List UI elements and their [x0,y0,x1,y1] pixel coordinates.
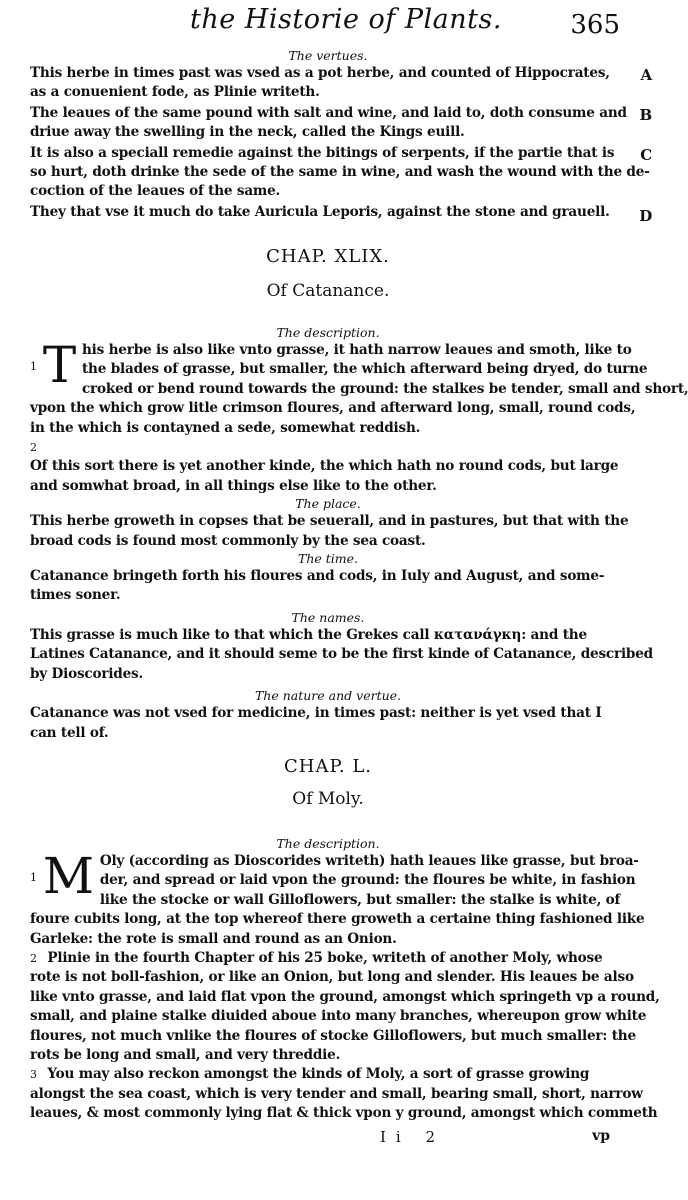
chapter-49-body [30,325,688,743]
chapter-subtitle: Of Catanance. [266,281,390,301]
section-heading-time: The time. [297,551,358,567]
paragraph-number: 1 [30,360,37,373]
text-line: like vnto grasse, and laid flat vpon the ground, amongst which springeth vp a round, [30,988,660,1005]
vertue-paragraph [30,203,652,225]
text-line: coction of the leaues of the same. [30,183,281,200]
page-header [180,4,660,44]
text-line: Catanance was not vsed for medicine, in times past: neither is yet vsed that I [30,705,602,722]
text-line: by Dioscorides. [30,665,144,682]
text-line: der, and spread or laid vpon the ground: the floures be white, in fashion [99,872,636,889]
description-paragraph-3 [30,1065,658,1123]
text-line: rote is not boll-fashion, or like an Onion, but long and slender. His leaues be also [30,969,634,986]
text-line: It is also a speciall remedie against the bitings of serpents, if the partie that is [30,144,615,161]
section-heading-description: The description. [276,836,380,851]
text-line: The leaues of the same pound with salt and wine, and laid to, doth consume and [30,104,627,121]
vertue-paragraph [30,104,652,143]
text-line: This herbe groweth in copses that be seuerall, and in pastures, but that with the [30,513,629,530]
text-line: vpon the which grow litle crimson floures, and afterward long, small, round cods, [30,400,636,417]
text-line: as a conuenient fode, as Plinie writeth. [30,84,320,101]
text-line: broad cods is found most commonly by the sea coast. [30,532,426,549]
signature-mark: Ii 2 [380,1128,446,1146]
section-heading-vertues: The vertues. [288,48,368,63]
paragraph-number: 1 [30,871,37,884]
chapter-50-body [30,836,660,1124]
drop-cap: M [42,847,94,905]
time-paragraph [30,567,626,606]
text-line: small, and plaine stalke diuided aboue into many branches, whereupon grow white [30,1008,647,1025]
text-line: Garleke: the rote is small and round as an Onion. [30,930,397,947]
text-line: This herbe in times past was vsed as a pot herbe, and counted of Hippocrates, [30,65,610,81]
text-line: times soner. [30,587,121,604]
text-line: Of this sort there is yet another kinde, the which hath no round cods, but large [30,458,619,475]
section-heading-names: The names. [291,609,365,625]
vertues-section [30,48,652,225]
section-heading-place: The place. [295,496,361,512]
text-line: foure cubits long, at the top whereof there groweth a certaine thing fashioned like [30,911,645,928]
description-paragraph-1 [30,336,688,438]
chapter-50 [30,756,626,809]
running-title: the Historie of Plants. [190,4,502,35]
margin-letter: C [640,145,652,164]
margin-letter: A [640,66,652,84]
text-line: like the stocke or wall Gilloflowers, but smaller: the stalke is white, of [99,891,621,908]
text-line: leaues, & most commonly lying flat & thick vpon y ground, amongst which commeth [30,1105,658,1122]
text-line: They that vse it much do take Auricula Leporis, against the stone and grauell. [30,203,610,220]
names-paragraph [30,626,653,684]
description-paragraph-2 [30,949,660,1065]
page-number: 365 [570,10,620,40]
place-paragraph [30,512,629,551]
text-line: the blades of grasse, but smaller, the which afterward being dryed, do turne [81,361,648,378]
nature-paragraph [30,704,626,743]
text-line: Latines Catanance, and it should seme to be the first kinde of Catanance, described [30,646,653,663]
text-line: You may also reckon amongst the kinds of Moly, a sort of grasse growing [47,1066,590,1083]
text-line: rots be long and small, and very threddie. [30,1047,341,1064]
text-line: Oly (according as Dioscorides writeth) hath leaues like grasse, but broa- [99,853,639,869]
text-line: Catanance bringeth forth his floures and cods, in Iuly and August, and some- [30,568,605,585]
vertue-paragraph [30,144,652,202]
paragraph-number: 2 [30,952,37,966]
margin-letter: D [639,206,652,225]
text-line: in the which is contayned a sede, somewhat reddish. [30,419,421,436]
description-paragraph-1 [30,847,645,949]
text-line: so hurt, doth drinke the sede of the same in wine, and wash the wound with the de- [30,164,650,181]
chapter-title: CHAP. L. [283,756,373,777]
paragraph-number: 2 [30,441,37,455]
text-line: croked or bend round towards the ground: the stalkes be tender, small and short, [81,380,688,397]
drop-cap: T [42,336,76,394]
catchword: vp [592,1128,610,1144]
vertue-paragraph [30,64,652,103]
text-line: This grasse is much like to that which the Grekes call κατανάγκη: and the [30,626,587,643]
text-line: and somwhat broad, in all things else like to the other. [30,477,437,494]
paragraph-number: 3 [30,1068,37,1082]
text-line: his herbe is also like vnto grasse, it hath narrow leaues and smoth, like to [81,342,632,358]
chapter-49 [30,246,626,301]
description-paragraph-2 [30,438,626,496]
page-footer [0,1128,688,1158]
text-line: floures, not much vnlike the floures of stocke Gilloflowers, but much smaller: the [30,1027,636,1044]
text-line: Plinie in the fourth Chapter of his 25 boke, writeth of another Moly, whose [47,950,603,967]
chapter-title: CHAP. XLIX. [266,246,390,267]
margin-letter: B [639,105,652,124]
section-heading-description: The description. [276,325,380,340]
text-line: alongst the sea coast, which is very tender and small, bearing small, short, narrow [30,1085,643,1102]
chapter-subtitle: Of Moly. [292,789,364,809]
section-heading-nature: The nature and vertue. [254,688,402,704]
text-line: driue away the swelling in the neck, called the Kings euill. [30,124,465,141]
text-line: can tell of. [30,724,109,741]
